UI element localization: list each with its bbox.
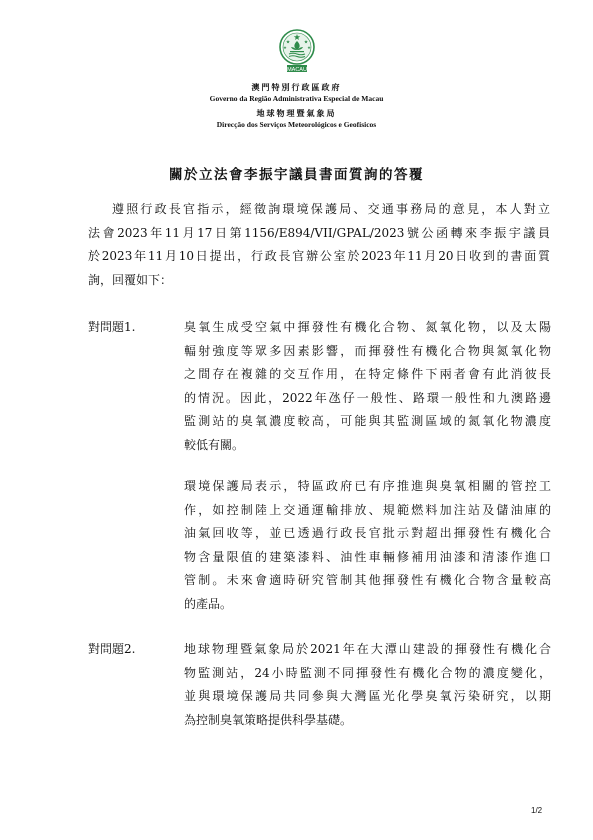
header-bureau-pt: Direcção dos Serviços Meteorológicos e Geofísicos bbox=[216, 120, 377, 129]
answer-line: 物監測站，24小時監測不同揮發性有機化合物的濃度變化， bbox=[184, 665, 551, 680]
answer-line: 環境保護局表示，特區政府已有序推進與臭氧相關的管控工 bbox=[184, 479, 551, 493]
intro-line: 法會2023年11月17日第1156/E894/VII/GPAL/2023號公函轉來李振宇議員 bbox=[88, 225, 550, 240]
answer-1-paragraph-1 bbox=[184, 316, 551, 457]
page-number: 1/2 bbox=[531, 806, 543, 815]
macau-emblem-icon bbox=[276, 28, 318, 74]
answer-line: 物含量限值的建築漆料、油性車輛修補用油漆和清漆作進口 bbox=[184, 549, 551, 564]
intro-paragraph bbox=[88, 198, 550, 292]
answer-line: 臭氧生成受空氣中揮發性有機化合物、氮氧化物，以及太陽 bbox=[184, 320, 551, 334]
header-government-pt: Governo da Região Administrativa Especial de Macau bbox=[209, 94, 384, 103]
answer-line: 地球物理暨氣象局於2021年在大潭山建設的揮發性有機化合 bbox=[184, 642, 551, 656]
answer-line: 輻射強度等眾多因素影響，而揮發性有機化合物與氮氧化物 bbox=[184, 343, 551, 358]
header-bureau-zh: 地球物理暨氣象局 bbox=[256, 108, 337, 118]
answer-line: 監測站的臭氧濃度較高，可能與其監測區域的氮氧化物濃度 bbox=[184, 414, 551, 428]
answer-line: 較低有關。 bbox=[184, 437, 245, 452]
answer-2-label: 對問題2. bbox=[88, 642, 136, 656]
answer-line: 之間存在複雜的交互作用，在特定條件下兩者會有此消彼長 bbox=[184, 367, 551, 381]
answer-line: 作，如控制陸上交通運輸排放、規範燃料加注站及儲油庫的 bbox=[184, 502, 551, 517]
intro-line: 遵照行政長官指示，經徵詢環境保護局、交通事務局的意見，本人對立 bbox=[112, 202, 550, 216]
answer-line: 的產品。 bbox=[184, 596, 233, 611]
intro-line: 詢，回覆如下： bbox=[88, 272, 173, 287]
answer-line: 管制。未來會適時研究管制其他揮發性有機化合物含量較高 bbox=[184, 573, 551, 587]
document-title: 關於立法會李振宇議員書面質詢的答覆 bbox=[169, 167, 424, 183]
answer-2-paragraph-1 bbox=[184, 638, 551, 732]
answer-1-paragraph-2 bbox=[184, 475, 551, 616]
answer-line: 並與環境保護局共同參與大灣區光化學臭氧污染研究，以期 bbox=[184, 689, 551, 703]
answer-line: 油氣回收等，並已透過行政長官批示對超出揮發性有機化合 bbox=[184, 526, 551, 540]
answer-line: 為控制臭氧策略提供科學基礎。 bbox=[184, 712, 353, 727]
intro-line: 於2023年11月10日提出，行政長官辦公室於2023年11月20日收到的書面質 bbox=[88, 249, 550, 263]
header-government-zh: 澳門特別行政區政府 bbox=[251, 82, 342, 92]
answer-line: 的情況。因此，2022年氹仔一般性、路環一般性和九澳路邊 bbox=[184, 390, 551, 405]
emblem-text: MACAU bbox=[287, 66, 307, 73]
answer-1-label: 對問題1. bbox=[88, 320, 136, 334]
